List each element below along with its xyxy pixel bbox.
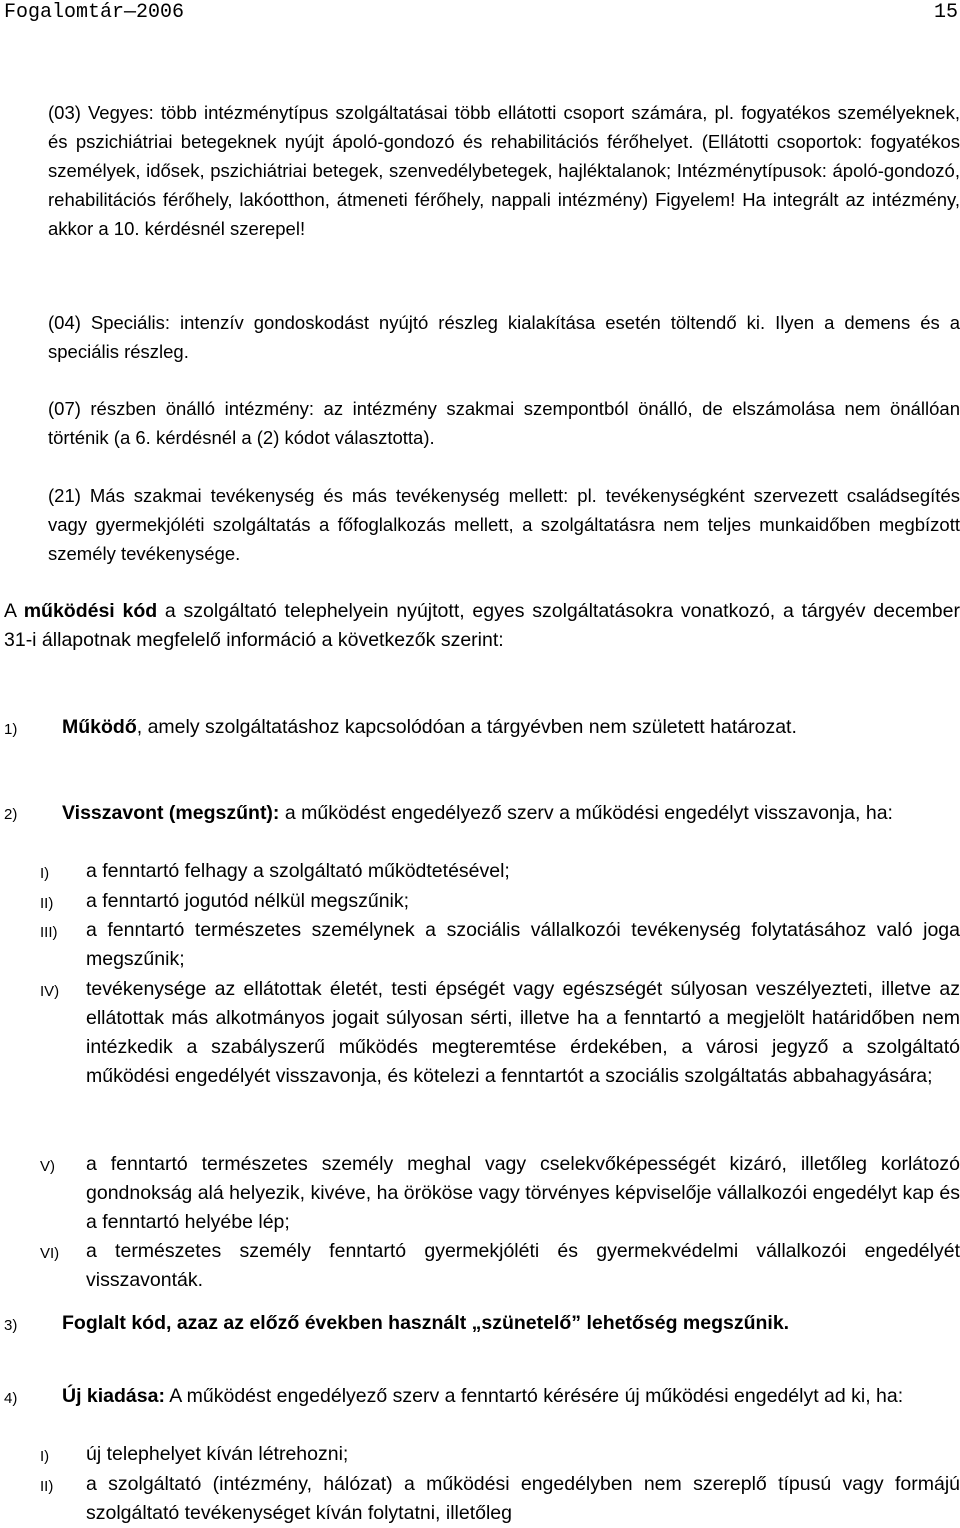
note-03: (03) Vegyes: több intézménytípus szolgáltatásai több ellátotti csoport számára, pl. fogyatékos személyeknek, és pszichiátriai betegeknek nyújt ápoló-gondozó és rehabilitációs férőhelyet. (Ellátotti csoportok: fogyatékos személyek, idősek, pszichiátriai betegek, szenvedélybetegek, hajléktalanok; Intézménytípusok: ápoló-gondozó, rehabilitációs férőhely, lakóotthon, átmeneti férőhely, nappali intézmény) Figyelem! Ha integrált az intézmény, akkor a 10. kérdésnél szerepel! [48,102,960,239]
item-3: Foglalt kód, azaz az előző években használt „szünetelő” lehetőség megszűnik. [62,1312,790,1334]
item-2-sub-3: a fenntartó természetes személynek a szociális vállalkozói tevékenység folytatásához való joga megszűnik; [86,919,960,970]
intro-bold-term: működési kód [23,600,158,622]
item-2-sub-2-label: II) [40,895,54,912]
item-2-sub-4: tevékenysége az ellátottak életét, testi épségét vagy egészségét súlyosan veszélyezteti, illetve az ellátottak más alkotmányos jogait súlyosan sérti, illetve ha a fenntartó a megjelölt határidőben nem intézkedik a szabályszerű működés megteremtése érdekében, a városi jegyző a szolgáltató működési engedélyét visszavonja, és kötelezi a fenntartót a szociális szolgáltatás abbahagyására; [86,978,960,1087]
item-4-number: 4) [4,1390,18,1407]
item-2-sub-2: a fenntartó jogutód nélkül megszűnik; [86,890,410,912]
item-2-sub-1: a fenntartó felhagy a szolgáltató működtetésével; [86,860,510,882]
intro-paragraph: A működési kód a szolgáltató telephelyein nyújtott, egyes szolgáltatásokra vonatkozó, a tárgyév december 31-i állapotnak megfelelő információ a következők szerint: [4,600,960,651]
note-21: (21) Más szakmai tevékenység és más tevékenység mellett: pl. tevékenységként szervezett családsegítés vagy gyermekjóléti szolgáltatás a főfoglalkozás mellett, a szolgáltatásra nem teljes munkaidőben megbízott személy tevékenysége. [48,485,960,564]
item-4-sub-1-label: I) [40,1448,50,1465]
item-1-number: 1) [4,721,18,738]
note-04: (04) Speciális: intenzív gondoskodást nyújtó részleg kialakítása esetén töltendő ki. Ilyen a demens és a speciális részleg. [48,312,960,362]
item-4-sub-1: új telephelyet kíván létrehozni; [86,1443,349,1465]
item-2-sub-5-label: V) [40,1158,55,1175]
item-2-number: 2) [4,806,18,823]
page-number: 15 [933,1,958,24]
note-07: (07) részben önálló intézmény: az intézmény szakmai szempontból önálló, de elszámolása nem önállóan történik (a 6. kérdésnél a (2) kódot választotta). [48,398,960,448]
page-header [0,0,960,40]
item-2-sub-6: a természetes személy fenntartó gyermekjóléti és gyermekvédelmi vállalkozói engedélyét visszavonták. [86,1240,960,1291]
item-4: Új kiadása: A működést engedélyező szerv a fenntartó kérésére új működési engedélyt ad ki, ha: [62,1385,904,1407]
item-4-sub-2-label: II) [40,1478,54,1495]
item-2-sub-4-label: IV) [40,983,60,1000]
item-4-sub-2: a szolgáltató (intézmény, hálózat) a működési engedélyben nem szereplő típusú vagy formájú szolgáltató tevékenységet kíván folytatni, illetőleg [86,1473,960,1524]
item-2-sub-1-label: I) [40,865,50,882]
item-3-number: 3) [4,1317,18,1334]
item-1: Működő, amely szolgáltatáshoz kapcsolódóan a tárgyévben nem született határozat. [62,716,797,738]
item-2-sub-5: a fenntartó természetes személy meghal vagy cselekvőképességét kizáró, illetőleg korlátozó gondnokság alá helyezik, kivéve, ha örököse vagy törvényes képviselője vállalkozói engedélyt kap és a fenntartó helyébe lép; [86,1153,960,1233]
document-title: Fogalomtár—2006 [4,1,185,24]
item-2-sub-3-label: III) [40,924,58,941]
item-2: Visszavont (megszűnt): a működést engedélyező szerv a működési engedélyt visszavonja, ha: [62,802,893,824]
item-2-sub-6-label: VI) [40,1245,60,1262]
